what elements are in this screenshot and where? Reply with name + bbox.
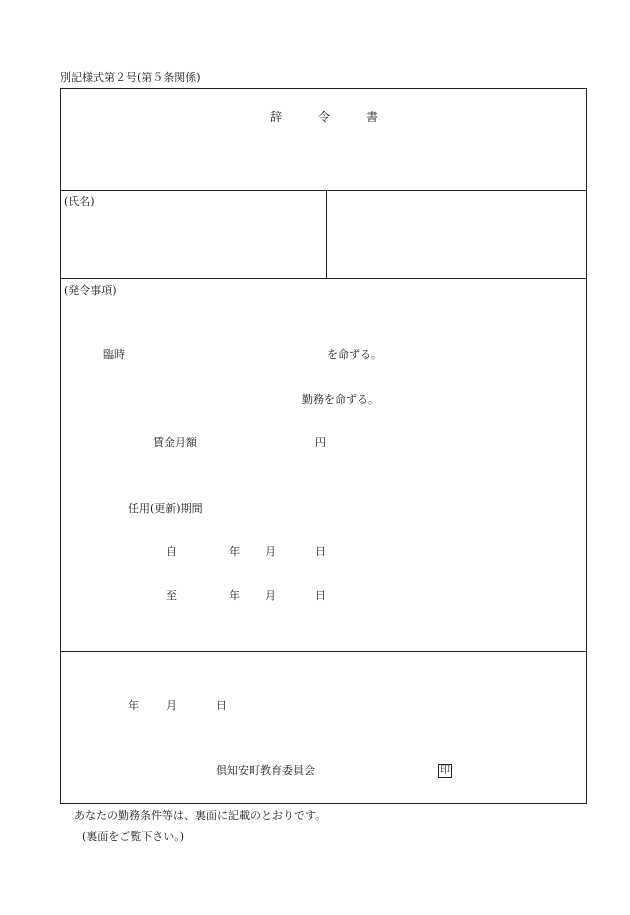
- name-field[interactable]: [64, 214, 322, 274]
- name-label: (氏名): [64, 195, 95, 208]
- title-char-2: 令: [318, 110, 331, 124]
- see-reverse-note: (裏面をご覧下さい。): [82, 830, 185, 843]
- from-month-label: 月: [265, 545, 276, 558]
- period-to-label: 至: [166, 589, 177, 602]
- issue-year-label: 年: [128, 699, 139, 712]
- issue-month-label: 月: [166, 699, 177, 712]
- to-month-label: 月: [265, 589, 276, 602]
- employment-period-label: 任用(更新)期間: [128, 502, 203, 515]
- issuer-name: 倶知安町教育委員会: [216, 764, 315, 777]
- to-year-label: 年: [229, 589, 240, 602]
- to-day-label: 日: [315, 589, 326, 602]
- title-divider: [60, 190, 587, 191]
- name-divider: [60, 278, 587, 279]
- wage-amount-field[interactable]: [208, 434, 308, 450]
- position-field[interactable]: [126, 345, 322, 361]
- conditions-note: あなたの勤務条件等は、裏面に記載のとおりです。: [74, 809, 327, 822]
- appoint-suffix-text: を命ずる。: [327, 348, 382, 361]
- from-year-label: 年: [229, 545, 240, 558]
- name-right-field[interactable]: [330, 194, 582, 274]
- from-day-label: 日: [315, 545, 326, 558]
- yen-label: 円: [315, 436, 326, 449]
- order-divider: [60, 651, 587, 652]
- name-column-divider: [326, 190, 327, 278]
- title-char-3: 書: [366, 110, 379, 124]
- temporary-label: 臨時: [103, 348, 125, 361]
- seal-stamp: 印: [440, 765, 450, 776]
- order-items-label: (発令事項): [64, 284, 117, 297]
- period-from-label: 自: [166, 545, 177, 558]
- wage-label: 賃金月額: [153, 436, 197, 449]
- title-char-1: 辞: [270, 110, 283, 124]
- issue-day-label: 日: [216, 699, 227, 712]
- duty-place-field[interactable]: [110, 391, 300, 407]
- duty-order-text: 勤務を命ずる。: [302, 393, 379, 406]
- form-number-label: 別記様式第２号(第５条関係): [60, 71, 201, 84]
